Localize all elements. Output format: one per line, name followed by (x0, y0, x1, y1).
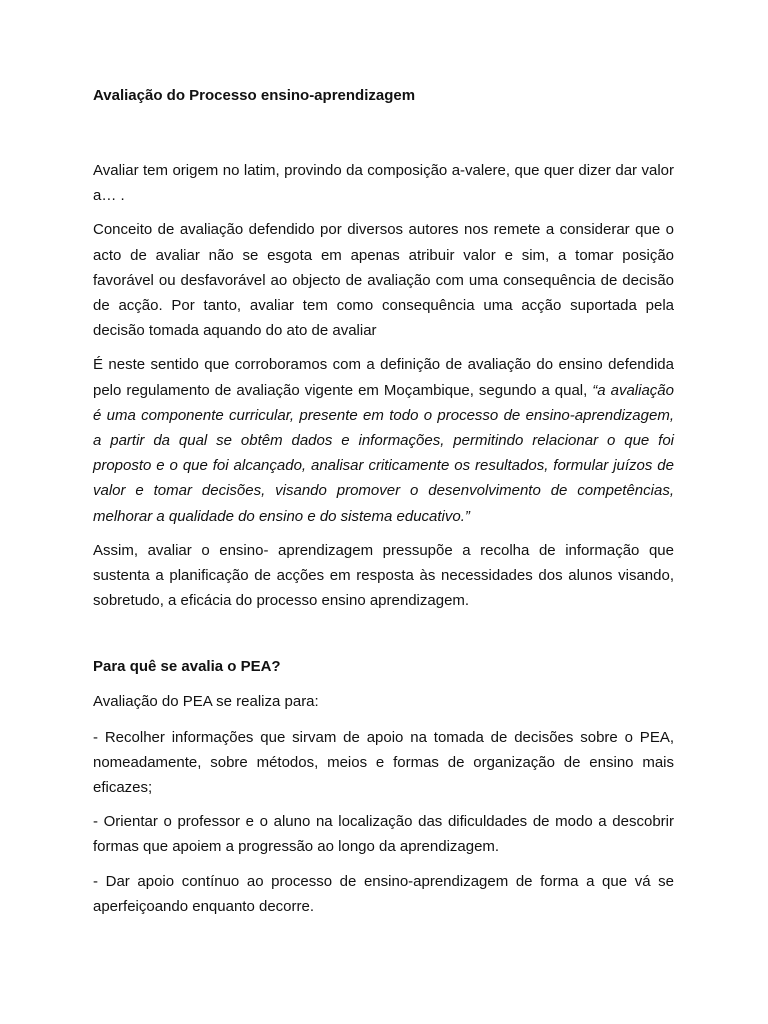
paragraph-conclusion: Assim, avaliar o ensino- aprendizagem pressupõe a recolha de informação que sustenta a planificação de acções em resposta às necessidades dos alunos visando, sobretudo, a eficácia do processo ensino aprendizagem. (93, 541, 674, 610)
list-item: - Recolher informações que sirvam de apoio na tomada de decisões sobre o PEA, nomeadamente, sobre métodos, meios e formas de organização de ensino mais eficazes; (93, 728, 674, 797)
paragraph-definition (93, 352, 674, 528)
definition-quote: “a avaliação é uma componente curricular, presente em todo o processo de ensino-aprendizagem, a partir da qual se obtêm dados e informações, permitindo relacionar o que foi proposto e o que foi alcançado, analisar criticamente os resultados, formular juízos de valor e tomar decisões, visando promover o desenvolvimento de competências, melhorar a qualidade do ensino e do sistema educativo.” (93, 381, 674, 525)
document-title: Avaliação do Processo ensino-aprendizagem (93, 87, 416, 104)
paragraph-concept: Conceito de avaliação defendido por diversos autores nos remete a considerar que o acto de avaliar não se esgota em apenas atribuir valor e sim, a tomar posição favorável ou desfavorável ao objecto de avaliação com uma consequência de decisão de acção. Por tanto, avaliar tem como consequência uma acção suportada pela decisão tomada aquando do ato de avaliar (93, 221, 674, 340)
list-item: - Dar apoio contínuo ao processo de ensino-aprendizagem de forma a que vá se aperfeiçoando enquanto decorre. (93, 872, 674, 915)
document-page (93, 85, 674, 919)
list-item: - Orientar o professor e o aluno na localização das dificuldades de modo a descobrir formas que apoiem a progressão ao longo da aprendizagem. (93, 813, 674, 856)
section-heading: Para quê se avalia o PEA? (93, 658, 281, 676)
definition-intro: É neste sentido que corroboramos com a definição de avaliação do ensino defendida pelo regulamento de avaliação vigente em Moçambique, segundo a qual, (93, 356, 674, 399)
paragraph-origin: Avaliar tem origem no latim, provindo da composição a-valere, que quer dizer dar valor a… . (93, 162, 674, 205)
paragraph-purpose-intro: Avaliação do PEA se realiza para: (93, 693, 319, 711)
